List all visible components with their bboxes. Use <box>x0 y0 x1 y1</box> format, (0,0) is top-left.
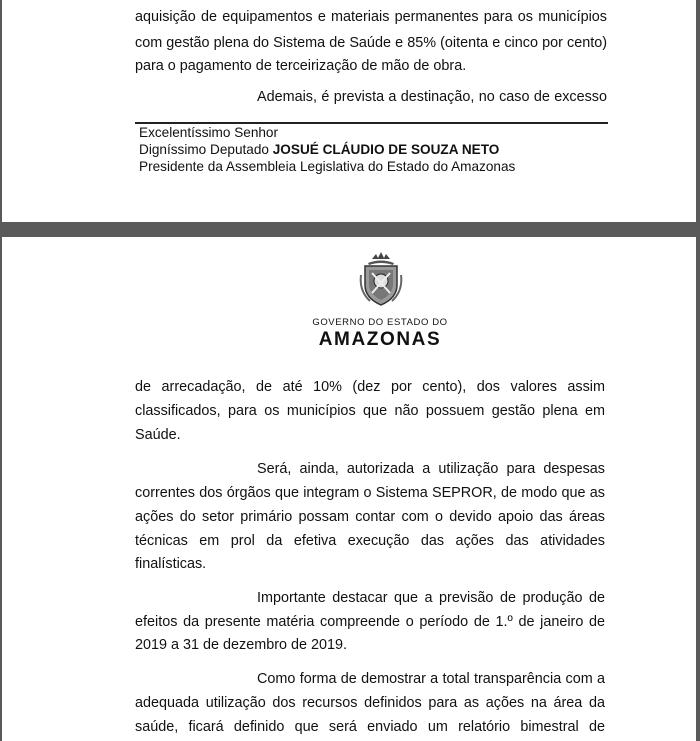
text-line: 2019 a 31 de dezembro de 2019. <box>135 637 348 653</box>
text-line: de arrecadação, de até 10% (dez por cento), dos valores assim <box>135 379 605 395</box>
text-line: Ademais, é prevista a destinação, no caso de excesso <box>257 89 607 105</box>
recipient-salutation: Excelentíssimo Senhor <box>139 125 279 140</box>
text-line: finalísticas. <box>135 556 207 572</box>
separator-rule <box>135 122 608 124</box>
header-government-label: GOVERNO DO ESTADO DO <box>312 317 448 328</box>
page-1 <box>2 0 696 222</box>
text-line: aquisição de equipamentos e materiais permanentes para os municípios <box>135 9 607 25</box>
text-line: ações do setor primário possam contar com o devido apoio das áreas <box>135 509 605 525</box>
text-line: para o pagamento de terceirização de mão de obra. <box>135 58 467 74</box>
header-state-name: AMAZONAS <box>318 329 442 350</box>
recipient-title: Digníssimo Deputado <box>139 142 269 157</box>
text-line: classificados, para os municípios que não possuem gestão plena em <box>135 403 605 419</box>
coat-of-arms-icon <box>358 251 404 307</box>
recipient-name: JOSUÉ CLÁUDIO DE SOUZA NETO <box>272 142 500 157</box>
text-line: adequada utilização dos recursos definidos para as ações na área da <box>135 695 605 711</box>
text-line: técnicas em prol da efetiva execução das ações das atividades <box>135 533 605 549</box>
text-line: Como forma de demostrar a total transparência com a <box>257 671 605 687</box>
text-line: correntes dos órgãos que integram o Sistema SEPROR, de modo que as <box>135 485 605 501</box>
text-line: Importante destacar que a previsão de produção de <box>257 590 605 606</box>
text-line: com gestão plena do Sistema de Saúde e 85% (oitenta e cinco por cento) <box>135 35 607 51</box>
recipient-name-line <box>139 142 499 157</box>
text-line: Saúde. <box>135 427 181 443</box>
page-2 <box>2 237 696 741</box>
text-line: Será, ainda, autorizada a utilização para despesas <box>257 461 605 477</box>
text-line: saúde, ficará definido que será enviado um relatório bimestral de <box>135 719 605 735</box>
text-line: efeitos da presente matéria compreende o período de 1.º de janeiro de <box>135 614 605 630</box>
recipient-role: Presidente da Assembleia Legislativa do Estado do Amazonas <box>139 159 516 174</box>
